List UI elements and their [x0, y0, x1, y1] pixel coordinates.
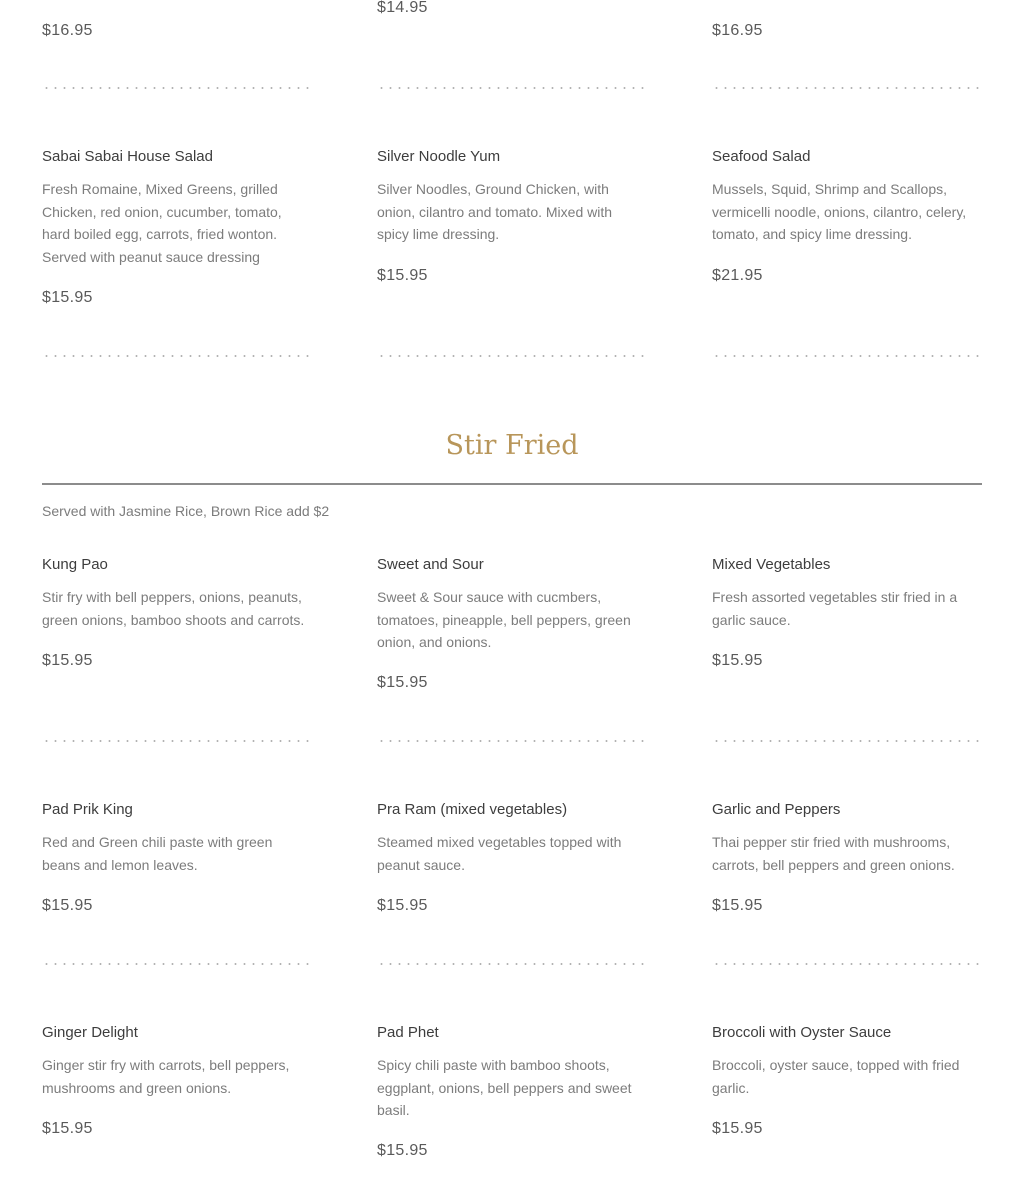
menu-item-description: Thai pepper stir fried with mushrooms, carrots, bell peppers and green onions.	[712, 834, 955, 873]
menu-item-description: Ginger stir fry with carrots, bell peppers, mushrooms and green onions.	[42, 1057, 290, 1096]
menu-item-price: $15.95	[42, 652, 93, 669]
menu-item-description: Fresh Romaine, Mixed Greens, grilled Chicken, red onion, cucumber, tomato, hard boiled egg, carrots, fried wonton. Served with peanut sauce dressing	[42, 181, 282, 265]
dotted-divider	[712, 740, 980, 742]
menu-item-price: $15.95	[377, 267, 428, 284]
menu-item-price: $15.95	[712, 1120, 763, 1137]
menu-item-name: Ginger Delight	[42, 1024, 138, 1041]
dotted-divider	[42, 963, 310, 965]
menu-item-description: Sweet & Sour sauce with cucmbers, tomatoes, pineapple, bell peppers, green onion, and onions.	[377, 589, 631, 650]
menu-item-name: Sweet and Sour	[377, 556, 484, 573]
menu-item-description: Fresh assorted vegetables stir fried in a garlic sauce.	[712, 589, 958, 628]
menu-item-price: $15.95	[377, 1142, 428, 1159]
menu-item-price: $21.95	[712, 267, 763, 284]
menu-item-name: Kung Pao	[42, 556, 108, 573]
menu-item	[42, 556, 312, 631]
menu-item-price: $15.95	[377, 674, 428, 691]
dotted-divider	[712, 355, 980, 357]
menu-item	[712, 801, 982, 876]
menu-item-name: Pra Ram (mixed vegetables)	[377, 801, 568, 818]
menu-item	[377, 801, 647, 876]
dotted-divider	[377, 963, 645, 965]
menu-item	[42, 801, 312, 876]
menu-item-name: Broccoli with Oyster Sauce	[712, 1024, 892, 1041]
menu-item-description: Stir fry with bell peppers, onions, peanuts, green onions, bamboo shoots and carrots.	[42, 589, 305, 628]
menu-item-description: Red and Green chili paste with green beans and lemon leaves.	[42, 834, 273, 873]
menu-item-name: Mixed Vegetables	[712, 556, 831, 573]
menu-item	[42, 1024, 312, 1099]
menu-item-price: $15.95	[42, 897, 93, 914]
section-divider	[42, 483, 982, 485]
section-title: Stir Fried	[445, 430, 579, 461]
menu-item	[42, 148, 312, 268]
menu-item-name: Silver Noodle Yum	[377, 148, 501, 165]
menu-item-description: Steamed mixed vegetables topped with peanut sauce.	[377, 834, 622, 873]
menu-item-price: $15.95	[712, 897, 763, 914]
dotted-divider	[42, 87, 310, 89]
menu-item-name: Sabai Sabai House Salad	[42, 148, 213, 165]
menu-item-price: $15.95	[377, 897, 428, 914]
menu-item	[712, 148, 982, 246]
menu-item	[712, 1024, 982, 1099]
dotted-divider	[377, 740, 645, 742]
menu-item-description: Spicy chili paste with bamboo shoots, eggplant, onions, bell peppers and sweet basil.	[377, 1057, 632, 1118]
menu-item	[377, 1024, 647, 1122]
dotted-divider	[712, 963, 980, 965]
dotted-divider	[42, 355, 310, 357]
dotted-divider	[42, 740, 310, 742]
menu-item-price: $14.95	[377, 0, 428, 16]
section-note: Served with Jasmine Rice, Brown Rice add $2	[42, 503, 330, 519]
menu-item-price: $15.95	[42, 289, 93, 306]
menu-item	[377, 148, 647, 246]
menu-item-name: Seafood Salad	[712, 148, 811, 165]
menu-item-description: Broccoli, oyster sauce, topped with fried garlic.	[712, 1057, 960, 1096]
menu-item-name: Garlic and Peppers	[712, 801, 841, 818]
menu-item	[377, 556, 647, 654]
menu-item-price: $16.95	[42, 22, 93, 39]
dotted-divider	[377, 355, 645, 357]
menu-item-price: $16.95	[712, 22, 763, 39]
dotted-divider	[712, 87, 980, 89]
menu-item-name: Pad Prik King	[42, 801, 133, 818]
menu-item-price: $15.95	[42, 1120, 93, 1137]
menu-item	[712, 556, 982, 631]
dotted-divider	[377, 87, 645, 89]
menu-item-description: Silver Noodles, Ground Chicken, with onion, cilantro and tomato. Mixed with spicy lime dressing.	[377, 181, 613, 242]
menu-item-name: Pad Phet	[377, 1024, 439, 1041]
menu-item-price: $15.95	[712, 652, 763, 669]
menu-item-description: Mussels, Squid, Shrimp and Scallops, vermicelli noodle, onions, cilantro, celery, tomato, and spicy lime dressing.	[712, 181, 967, 242]
